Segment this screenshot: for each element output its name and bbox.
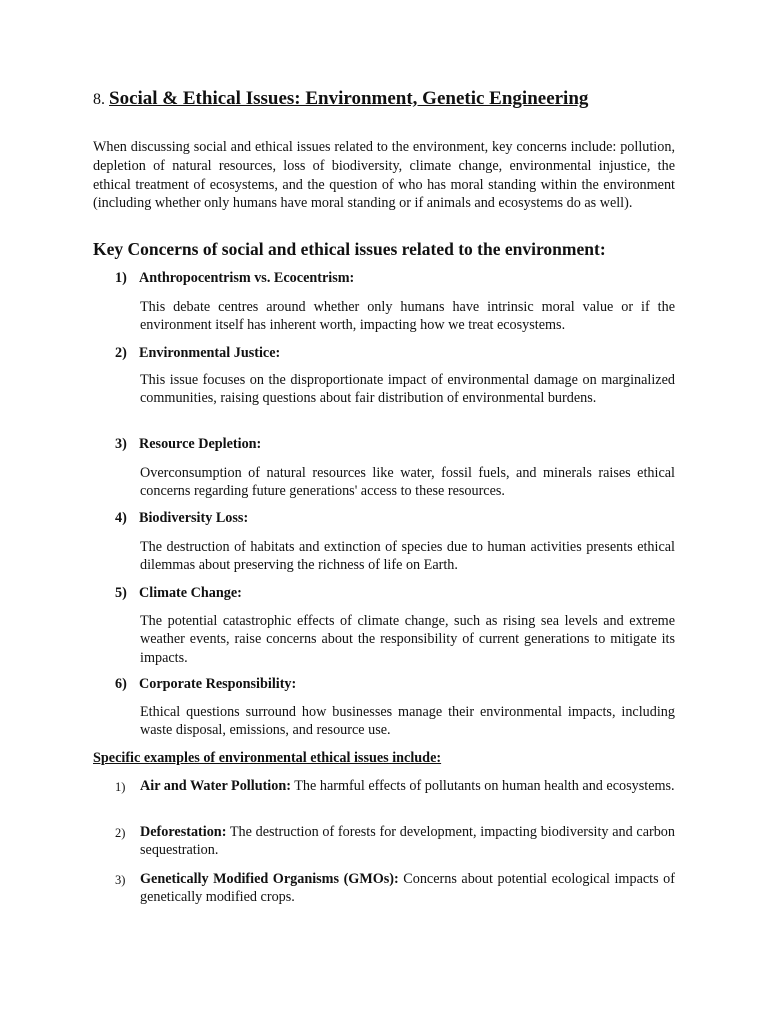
concern-number: 5) [115, 585, 127, 601]
concern-2-body: This issue focuses on the disproportionate impact of environmental damage on marginalized communities, raising questions about fair distribution of environmental burdens. [140, 372, 675, 407]
example-description: The harmful effects of pollutants on human health and ecosystems. [290, 778, 675, 794]
concern-6-body: Ethical questions surround how businesses manage their environmental impacts, including waste disposal, emissions, and resource use. [140, 704, 675, 739]
examples-heading: Specific examples of environmental ethical issues include: [93, 750, 442, 766]
example-3-number: 3) [115, 873, 126, 887]
concern-title: Biodiversity Loss: [139, 510, 249, 526]
concern-4-body: The destruction of habitats and extinction of species due to human activities presents ethical dilemmas about preserving the richness of life on Earth. [140, 539, 675, 574]
example-term: Air and Water Pollution: [140, 778, 291, 794]
concern-2-heading [115, 345, 280, 362]
concern-5-heading [115, 585, 242, 602]
concern-4-heading [115, 510, 248, 527]
example-2-number: 2) [115, 826, 126, 840]
concern-title: Resource Depletion: [139, 436, 262, 452]
example-description: The destruction of forests for development, impacting biodiversity and carbon sequestration. [140, 824, 675, 859]
key-concerns-heading: Key Concerns of social and ethical issues related to the environment: [93, 239, 606, 259]
concern-number: 3) [115, 436, 127, 452]
example-term: Genetically Modified Organisms (GMOs): [140, 871, 399, 887]
concern-title: Anthropocentrism vs. Ecocentrism: [139, 270, 355, 286]
concern-3-body: Overconsumption of natural resources like water, fossil fuels, and minerals raises ethical concerns regarding future generations' access to these resources. [140, 465, 675, 500]
concern-title: Corporate Responsibility: [139, 676, 297, 692]
concern-1-body: This debate centres around whether only humans have intrinsic moral value or if the environment itself has inherent worth, impacting how we treat ecosystems. [140, 299, 675, 334]
example-1-body [140, 777, 675, 795]
concern-3-heading [115, 436, 261, 453]
concern-number: 4) [115, 510, 127, 526]
section-number: 8. [93, 91, 105, 108]
concern-title: Climate Change: [139, 585, 242, 601]
concern-title: Environmental Justice: [139, 345, 281, 361]
concern-number: 6) [115, 676, 127, 692]
example-2-body [140, 823, 675, 860]
concern-6-heading [115, 676, 296, 693]
section-title: Social & Ethical Issues: Environment, Genetic Engineering [109, 88, 589, 109]
concern-number: 1) [115, 270, 127, 286]
concern-1-heading [115, 270, 354, 287]
example-term: Deforestation: [140, 824, 227, 840]
section-heading [93, 88, 588, 110]
example-description: Concerns about potential ecological impacts of genetically modified crops. [140, 871, 675, 906]
concern-number: 2) [115, 345, 127, 361]
example-3-body [140, 870, 675, 907]
concern-5-body: The potential catastrophic effects of climate change, such as rising sea levels and extreme weather events, raise concerns about the responsibility of current generations to mitigate its impacts. [140, 613, 675, 666]
example-1-number: 1) [115, 780, 126, 794]
intro-paragraph: When discussing social and ethical issues related to the environment, key concerns include: pollution, depletion of natural resources, loss of biodiversity, climate change, environmental injustice, the ethical treatment of ecosystems, and the question of who has moral standing within the environment (including whether only humans have moral standing or if animals and ecosystems do as well). [93, 139, 675, 212]
